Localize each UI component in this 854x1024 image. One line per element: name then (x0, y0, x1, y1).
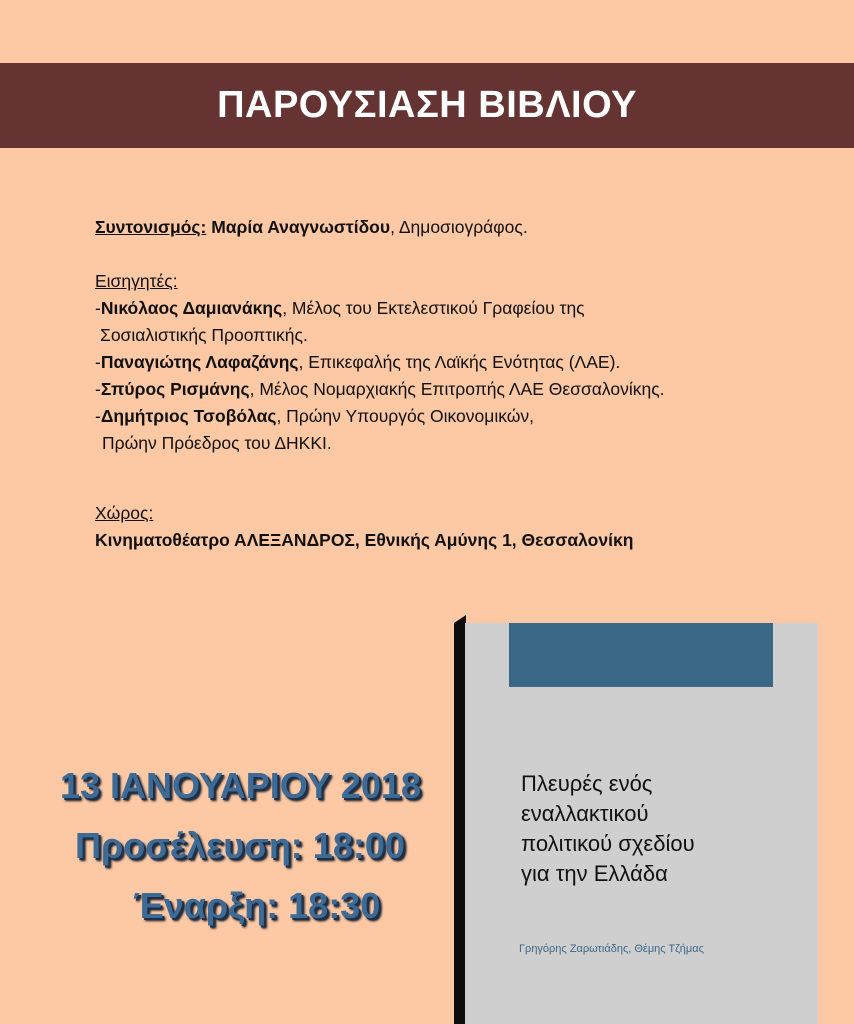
speaker-name: Δημήτριος Τσοβόλας (100, 406, 277, 426)
coordination-line (95, 214, 795, 241)
speaker-item: -Νικόλαος Δαμιανάκης, Μέλος του Εκτελεστικού Γραφείου της (95, 298, 585, 318)
book-cover-band (509, 623, 773, 687)
book-cover (465, 623, 818, 1024)
speaker-name: Παναγιώτης Λαφαζάνης (100, 352, 299, 372)
speaker-role-continued: Πρώην Πρόεδρος του ΔΗΚΚΙ. (102, 433, 332, 453)
venue-label: Χώρος: (95, 503, 154, 523)
coordination-label: Συντονισμός: (95, 217, 207, 237)
arrival-time: Προσέλευση: 18:00 (75, 825, 405, 866)
venue-address: Κινηματοθέατρο ΑΛΕΞΑΝΔΡΟΣ, Εθνικής Αμύνης 1, Θεσσαλονίκη (95, 530, 634, 550)
title-banner (0, 63, 854, 148)
coordinator-role: , Δημοσιογράφος. (390, 217, 528, 237)
event-date: 13 ΙΑΝΟΥΑΡΙΟΥ 2018 (60, 765, 421, 806)
book-authors: Γρηγόρης Ζαρωτιάδης, Θέμης Τζήμας (519, 943, 704, 955)
book-title-line: πολιτικού σχεδίου (521, 831, 695, 856)
coordinator-name: Μαρία Αναγνωστίδου (211, 217, 391, 237)
event-info (95, 214, 795, 554)
speaker-role-continued: Σοσιαλιστικής Προοπτικής. (100, 325, 308, 345)
start-time: Έναρξη: 18:30 (133, 885, 381, 926)
page-title: ΠΑΡΟΥΣΙΑΣΗ ΒΙΒΛΙΟΥ (217, 84, 637, 126)
speaker-name: Σπύρος Ρισμάνης (100, 379, 250, 399)
speaker-role: , Μέλος Νομαρχιακής Επιτροπής ΛΑΕ Θεσσαλονίκης. (249, 379, 665, 399)
book-title-line: εναλλακτικού (521, 801, 649, 826)
book-title (521, 769, 801, 889)
book-title-line: για την Ελλάδα (521, 861, 668, 886)
speaker-item: -Δημήτριος Τσοβόλας, Πρώην Υπουργός Οικονομικών, (95, 406, 535, 426)
speaker-role: , Επικεφαλής της Λαϊκής Ενότητας (ΛΑΕ). (298, 352, 621, 372)
book-title-line: Πλευρές ενός (521, 771, 653, 796)
speaker-item: -Παναγιώτης Λαφαζάνης, Επικεφαλής της Λαϊκής Ενότητας (ΛΑΕ). (95, 352, 621, 372)
speaker-item: -Σπύρος Ρισμάνης, Μέλος Νομαρχιακής Επιτροπής ΛΑΕ Θεσσαλονίκης. (95, 379, 665, 399)
speaker-role: , Πρώην Υπουργός Οικονομικών, (276, 406, 535, 426)
speakers-label: Εισηγητές: (95, 271, 178, 291)
speaker-name: Νικόλαος Δαμιανάκης (100, 298, 283, 318)
speaker-role: , Μέλος του Εκτελεστικού Γραφείου της (282, 298, 585, 318)
